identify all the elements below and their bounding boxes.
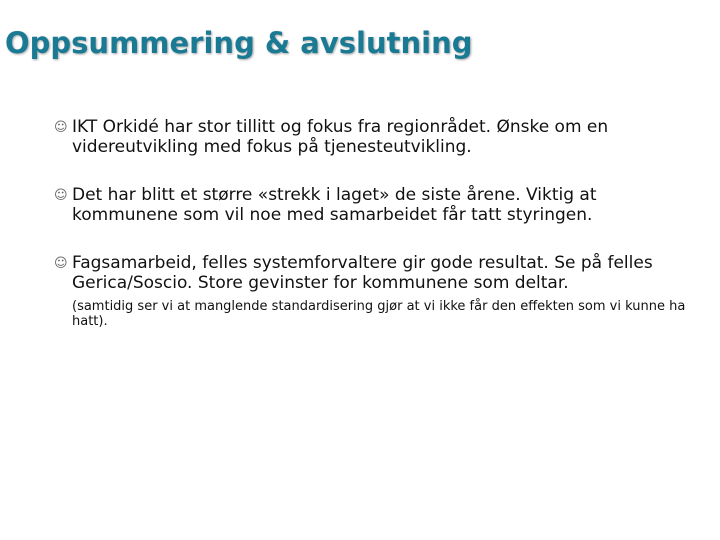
- bullet-note: (samtidig ser vi at manglende standardisering gjør at vi ikke får den effekten som vi kunne ha hatt).: [72, 299, 686, 329]
- smiley-icon: ☺: [54, 188, 68, 203]
- bullet-text: Fagsamarbeid, felles systemforvaltere gir gode resultat. Se på felles Gerica/Soscio. Store gevinster for kommunene som deltar.: [72, 253, 653, 293]
- smiley-icon: ☺: [54, 120, 68, 135]
- bullet-text: IKT Orkidé har stor tillitt og fokus fra regionrådet. Ønske om en videreutvikling med fokus på tjenesteutvikling.: [72, 117, 609, 157]
- bullet-list: [48, 117, 698, 357]
- bullet-item: [48, 253, 698, 329]
- bullet-item: [48, 185, 698, 225]
- smiley-icon: ☺: [54, 256, 68, 271]
- bullet-text: Det har blitt et større «strekk i laget» de siste årene. Viktig at kommunene som vil noe med samarbeidet får tatt styringen.: [72, 185, 597, 225]
- slide-title: Oppsummering & avslutning: [5, 26, 473, 60]
- bullet-item: [48, 117, 698, 157]
